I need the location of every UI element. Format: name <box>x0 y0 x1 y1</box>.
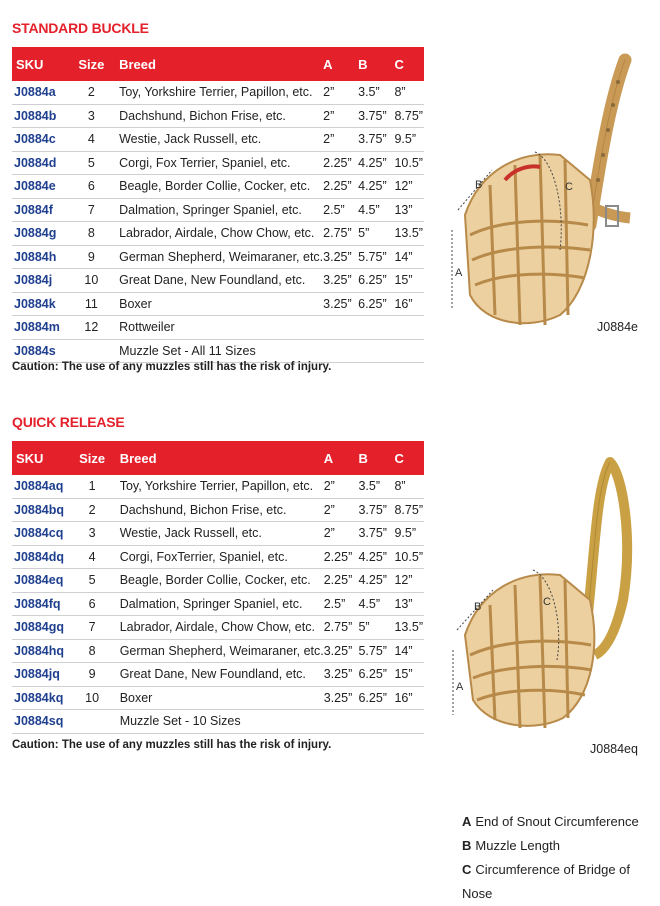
table-row <box>12 316 424 340</box>
table-row <box>12 339 424 363</box>
legend-key: B <box>462 838 472 853</box>
figure-label-standard: J0884e <box>597 320 639 334</box>
cell-c: 14” <box>394 245 424 269</box>
header-sku: SKU <box>16 56 44 72</box>
cell-sku: J0884e <box>12 175 74 199</box>
cell-a: 3.25” <box>323 269 358 293</box>
cell-sku: J0884b <box>12 104 74 128</box>
marker-b: B <box>475 179 483 191</box>
cell-size <box>74 339 110 363</box>
cell-c <box>394 316 424 340</box>
cell-a <box>323 316 358 340</box>
cell-size: 6 <box>74 175 110 199</box>
cell-sku: J0884s <box>12 339 74 363</box>
cell-breed: Boxer <box>109 292 323 316</box>
cell-b: 6.25” <box>358 663 394 687</box>
cell-size: 1 <box>75 475 110 498</box>
cell-breed: Westie, Jack Russell, etc. <box>110 522 324 546</box>
cell-c: 9.5” <box>394 128 424 152</box>
cell-a <box>323 339 358 363</box>
cell-c: 8.75” <box>394 498 424 522</box>
cell-size: 9 <box>74 245 110 269</box>
cell-breed: Great Dane, New Foundland, etc. <box>109 269 323 293</box>
legend-item-c <box>462 858 660 906</box>
table-header-row <box>12 441 424 475</box>
cell-size: 12 <box>74 316 110 340</box>
cell-size: 5 <box>75 569 110 593</box>
cell-c: 9.5” <box>394 522 424 546</box>
table-row <box>12 522 424 546</box>
cell-b: 6.25” <box>358 292 394 316</box>
table-row <box>12 616 424 640</box>
cell-a: 2.25” <box>324 545 359 569</box>
cell-c: 13.5” <box>394 616 424 640</box>
cell-c: 13” <box>394 592 424 616</box>
legend-key: A <box>462 814 472 829</box>
cell-a: 2.25” <box>323 175 358 199</box>
cell-size: 8 <box>75 639 110 663</box>
cell-breed: Dalmation, Springer Spaniel, etc. <box>109 198 323 222</box>
header-breed: Breed <box>119 450 157 466</box>
table-row <box>12 151 424 175</box>
cell-size: 4 <box>74 128 110 152</box>
cell-breed: Boxer <box>110 686 324 710</box>
marker-a: A <box>455 267 463 279</box>
table-row <box>12 639 424 663</box>
cell-sku: J0884sq <box>12 710 75 734</box>
cell-b: 4.5” <box>358 198 394 222</box>
cell-b: 3.75” <box>358 128 394 152</box>
table-row <box>12 104 424 128</box>
legend-text: Muzzle Length <box>475 838 560 853</box>
cell-breed: Dachshund, Bichon Frise, etc. <box>110 498 324 522</box>
cell-sku: J0884a <box>12 81 74 104</box>
cell-c: 12” <box>394 569 424 593</box>
cell-breed: Corgi, FoxTerrier, Spaniel, etc. <box>110 545 324 569</box>
cell-sku: J0884g <box>12 222 74 246</box>
cell-size: 7 <box>74 198 110 222</box>
cell-sku: J0884h <box>12 245 74 269</box>
cell-size: 8 <box>74 222 110 246</box>
cell-a: 2.75” <box>323 222 358 246</box>
table-header-row <box>12 47 424 81</box>
cell-a: 2.25” <box>323 151 358 175</box>
cell-size: 10 <box>75 686 110 710</box>
header-c: C <box>394 450 404 466</box>
cell-sku: J0884jq <box>12 663 75 687</box>
table-row <box>12 128 424 152</box>
measurement-legend <box>462 810 660 906</box>
cell-a: 2” <box>324 522 359 546</box>
cell-a: 2.5” <box>324 592 359 616</box>
header-b: B <box>358 450 368 466</box>
cell-b: 4.25” <box>358 175 394 199</box>
table-row <box>12 686 424 710</box>
cell-b: 3.75” <box>358 522 394 546</box>
table-row <box>12 710 424 734</box>
cell-a: 2” <box>323 81 358 104</box>
cell-sku: J0884d <box>12 151 74 175</box>
marker-c: C <box>565 181 573 193</box>
cell-b: 6.25” <box>358 686 394 710</box>
marker-a: A <box>456 681 464 693</box>
legend-key: C <box>462 862 472 877</box>
cell-c: 12” <box>394 175 424 199</box>
cell-b: 5.75” <box>358 245 394 269</box>
legend-item-a <box>462 810 660 834</box>
standard-buckle-table <box>12 47 424 363</box>
cell-a: 2.75” <box>324 616 359 640</box>
cell-a: 2” <box>324 475 359 498</box>
cell-sku: J0884kq <box>12 686 75 710</box>
legend-text: End of Snout Circumference <box>475 814 639 829</box>
header-b: B <box>358 56 368 72</box>
cell-breed: Muzzle Set - 10 Sizes <box>110 710 324 734</box>
cell-a: 2” <box>324 498 359 522</box>
cell-c: 13.5” <box>394 222 424 246</box>
cell-size: 2 <box>75 498 110 522</box>
cell-sku: J0884cq <box>12 522 75 546</box>
cell-sku: J0884f <box>12 198 74 222</box>
cell-b: 4.25” <box>358 151 394 175</box>
table-row <box>12 498 424 522</box>
cell-c: 14” <box>394 639 424 663</box>
cell-b <box>358 316 394 340</box>
header-c: C <box>394 56 404 72</box>
table-row <box>12 198 424 222</box>
cell-c <box>394 710 424 734</box>
cell-sku: J0884k <box>12 292 74 316</box>
table-row <box>12 592 424 616</box>
cell-size: 3 <box>74 104 110 128</box>
cell-c: 8.75” <box>394 104 424 128</box>
cell-a <box>324 710 359 734</box>
table-row <box>12 81 424 104</box>
cell-a: 2.5” <box>323 198 358 222</box>
cell-b: 3.5” <box>358 81 394 104</box>
cell-c: 15” <box>394 269 424 293</box>
cell-breed: Great Dane, New Foundland, etc. <box>110 663 324 687</box>
cell-breed: Beagle, Border Collie, Cocker, etc. <box>110 569 324 593</box>
cell-breed: Labrador, Airdale, Chow Chow, etc. <box>110 616 324 640</box>
cell-a: 2” <box>323 104 358 128</box>
cell-b: 5” <box>358 222 394 246</box>
legend-text: Circumference of Bridge of Nose <box>462 862 631 901</box>
cell-c: 8” <box>394 475 424 498</box>
cell-breed: German Shepherd, Weimaraner, etc. <box>110 639 324 663</box>
quick-release-title: QUICK RELEASE <box>12 414 125 430</box>
cell-b <box>358 710 394 734</box>
cell-c: 10.5” <box>394 151 424 175</box>
cell-breed: Toy, Yorkshire Terrier, Papillon, etc. <box>110 475 324 498</box>
cell-b: 5” <box>358 616 394 640</box>
cell-b: 3.75” <box>358 104 394 128</box>
cell-c: 16” <box>394 686 424 710</box>
cell-sku: J0884hq <box>12 639 75 663</box>
cell-a: 3.25” <box>323 245 358 269</box>
cell-size: 10 <box>74 269 110 293</box>
cell-size: 3 <box>75 522 110 546</box>
cell-sku: J0884gq <box>12 616 75 640</box>
table-row <box>12 245 424 269</box>
cell-size: 2 <box>74 81 110 104</box>
cell-b: 4.5” <box>358 592 394 616</box>
table-row <box>12 569 424 593</box>
table-row <box>12 475 424 498</box>
cell-breed: Westie, Jack Russell, etc. <box>109 128 323 152</box>
cell-breed: Muzzle Set - All 11 Sizes <box>109 339 323 363</box>
header-breed: Breed <box>119 56 156 72</box>
cell-breed: Dachshund, Bichon Frise, etc. <box>109 104 323 128</box>
cell-sku: J0884aq <box>12 475 75 498</box>
cell-c: 15” <box>394 663 424 687</box>
table-row <box>12 663 424 687</box>
cell-size: 6 <box>75 592 110 616</box>
cell-b: 4.25” <box>358 569 394 593</box>
cell-breed: Corgi, Fox Terrier, Spaniel, etc. <box>109 151 323 175</box>
cell-c: 8” <box>394 81 424 104</box>
cell-sku: J0884eq <box>12 569 75 593</box>
cell-breed: Labrador, Airdale, Chow Chow, etc. <box>109 222 323 246</box>
standard-buckle-title: STANDARD BUCKLE <box>12 20 149 36</box>
cell-c: 16” <box>394 292 424 316</box>
cell-c <box>394 339 424 363</box>
table-row <box>12 222 424 246</box>
cell-b: 3.75” <box>358 498 394 522</box>
figure-label-quick-release: J0884eq <box>590 742 638 756</box>
cell-size: 4 <box>75 545 110 569</box>
table-row <box>12 545 424 569</box>
header-sku: SKU <box>16 450 44 466</box>
cell-b: 4.25” <box>358 545 394 569</box>
cell-size: 7 <box>75 616 110 640</box>
caution-note: Caution: The use of any muzzles still has the risk of injury. <box>12 739 332 751</box>
header-a: A <box>323 56 333 72</box>
cell-breed: German Shepherd, Weimaraner, etc. <box>109 245 323 269</box>
cell-c: 13” <box>394 198 424 222</box>
cell-a: 2” <box>323 128 358 152</box>
header-size: Size <box>79 450 106 466</box>
cell-b: 3.5” <box>358 475 394 498</box>
cell-size: 11 <box>74 292 110 316</box>
quick-release-table <box>12 441 424 734</box>
cell-a: 3.25” <box>324 639 359 663</box>
cell-a: 3.25” <box>324 663 359 687</box>
marker-b: B <box>474 601 482 613</box>
caution-note: Caution: The use of any muzzles still has the risk of injury. <box>12 361 332 373</box>
cell-sku: J0884c <box>12 128 74 152</box>
quick-release-muzzle-illustration <box>445 450 655 740</box>
header-a: A <box>323 450 334 466</box>
marker-c: C <box>543 596 551 608</box>
cell-b: 5.75” <box>358 639 394 663</box>
table-row <box>12 175 424 199</box>
legend-item-b <box>462 834 660 858</box>
cell-sku: J0884dq <box>12 545 75 569</box>
cell-sku: J0884m <box>12 316 74 340</box>
header-size: Size <box>78 56 105 72</box>
cell-breed: Dalmation, Springer Spaniel, etc. <box>110 592 324 616</box>
cell-b: 6.25” <box>358 269 394 293</box>
cell-sku: J0884fq <box>12 592 75 616</box>
cell-size: 5 <box>74 151 110 175</box>
cell-a: 2.25” <box>324 569 359 593</box>
cell-a: 3.25” <box>323 292 358 316</box>
cell-sku: J0884bq <box>12 498 75 522</box>
buckle-muzzle-illustration <box>440 40 655 340</box>
cell-c: 10.5” <box>394 545 424 569</box>
table-row <box>12 292 424 316</box>
cell-sku: J0884j <box>12 269 74 293</box>
cell-b <box>358 339 394 363</box>
cell-breed: Beagle, Border Collie, Cocker, etc. <box>109 175 323 199</box>
cell-size <box>75 710 110 734</box>
cell-a: 3.25” <box>324 686 359 710</box>
cell-breed: Rottweiler <box>109 316 323 340</box>
cell-size: 9 <box>75 663 110 687</box>
cell-breed: Toy, Yorkshire Terrier, Papillon, etc. <box>109 81 323 104</box>
table-row <box>12 269 424 293</box>
